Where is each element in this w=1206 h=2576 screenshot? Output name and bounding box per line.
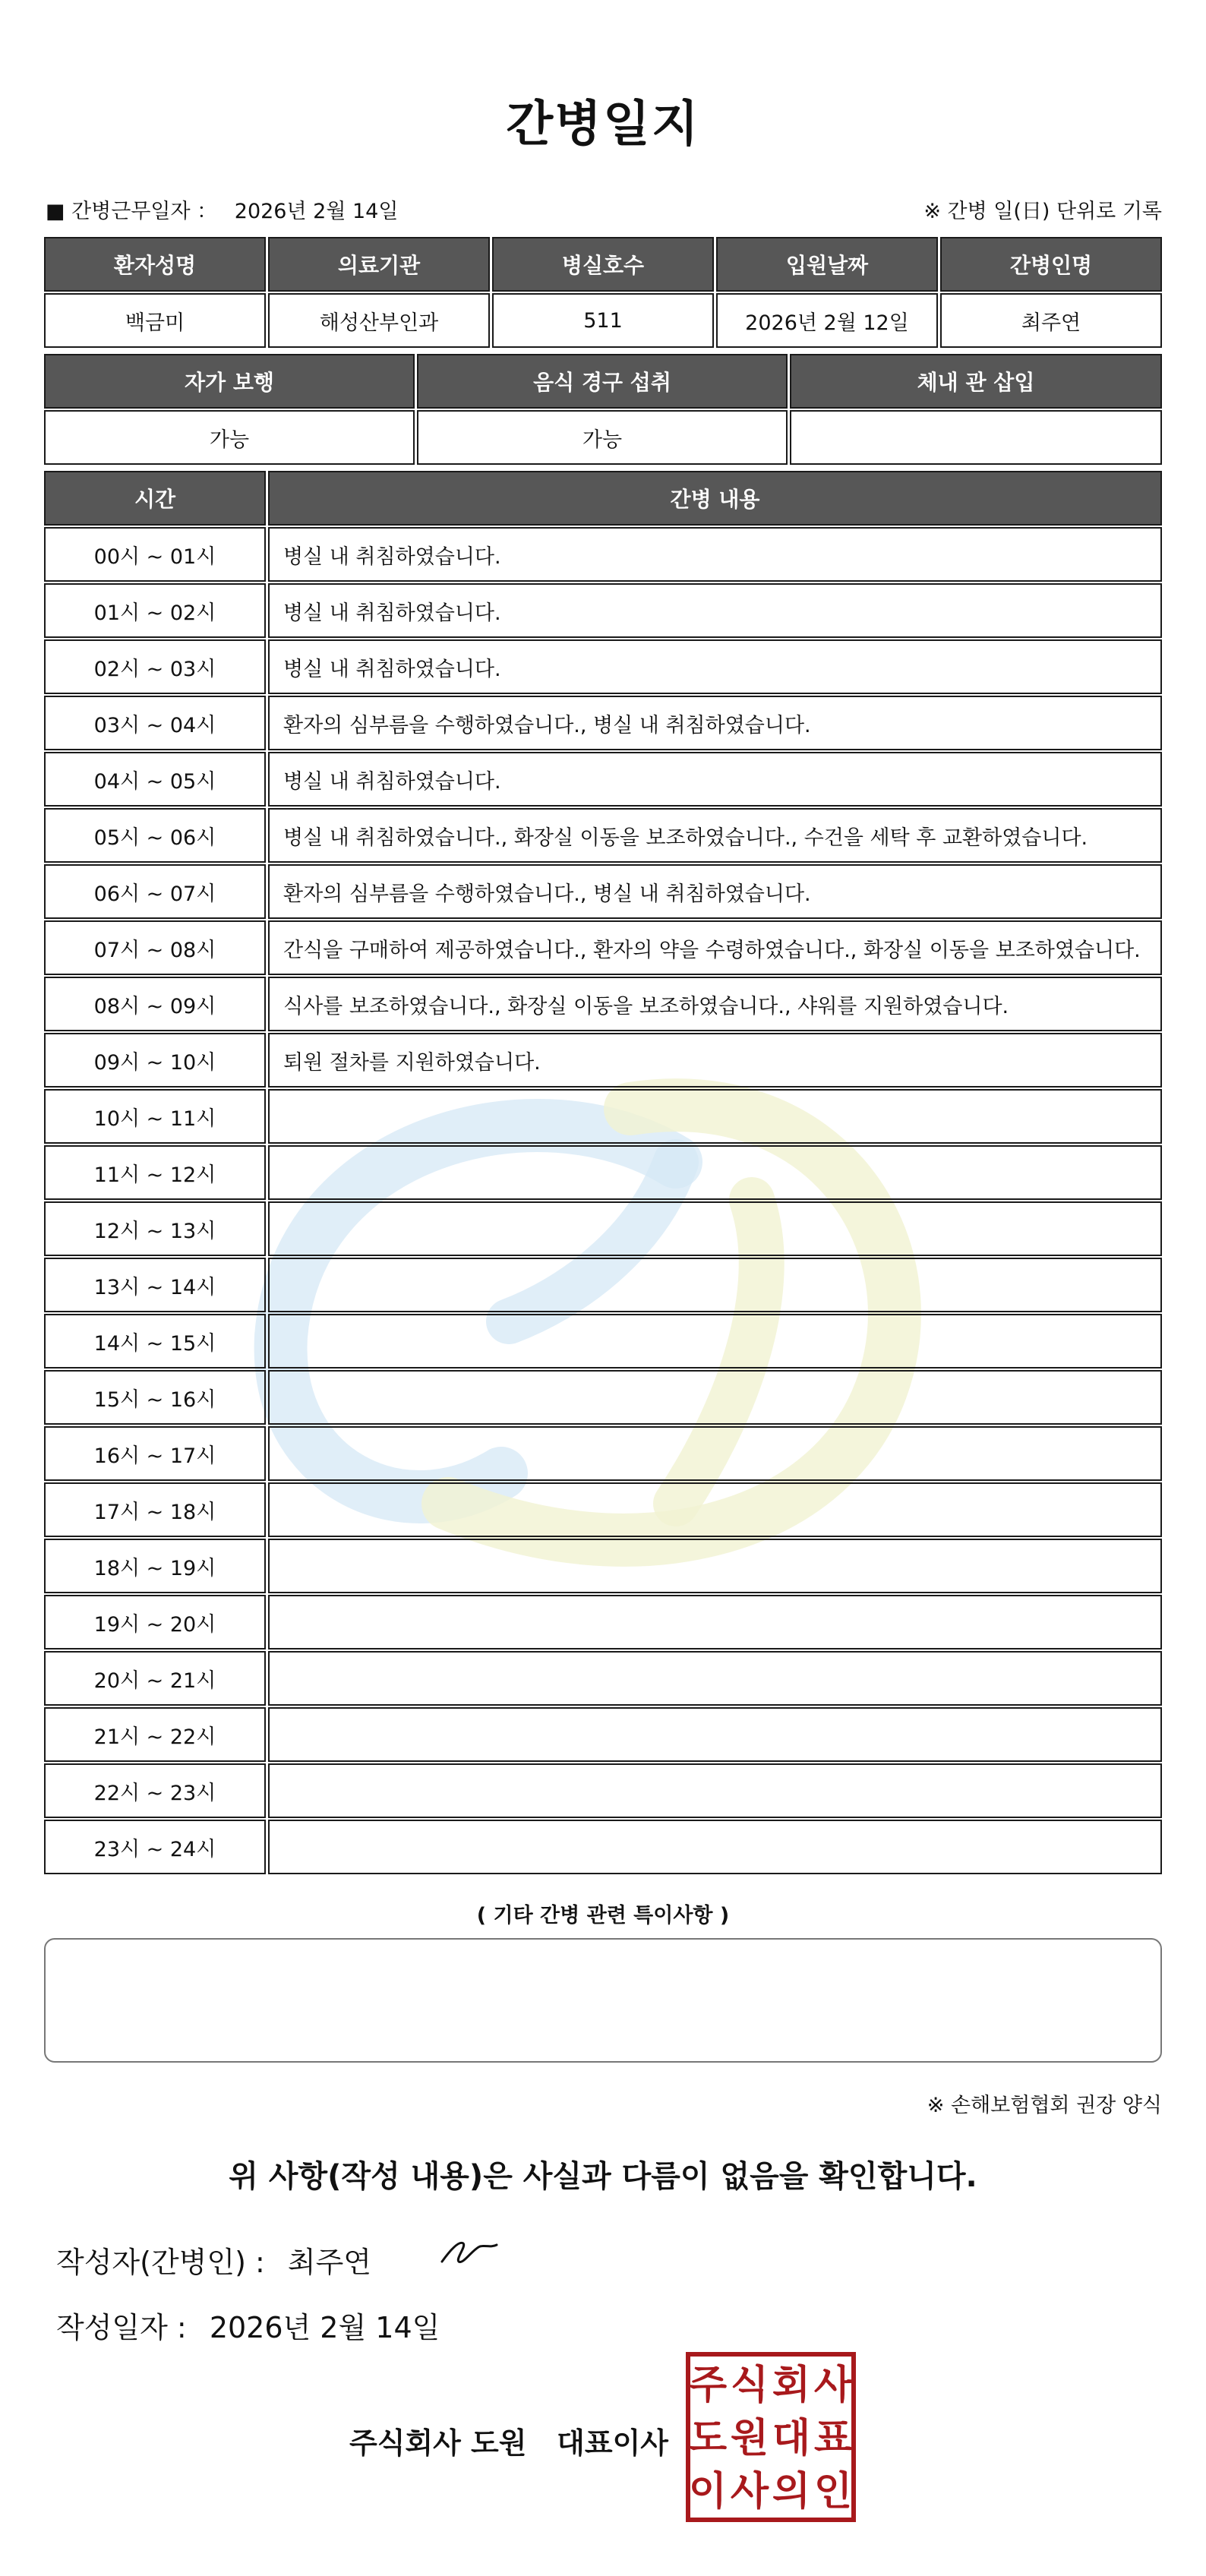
time-slot: 21시 ~ 22시 xyxy=(44,1707,266,1762)
seal-glyph: 인 xyxy=(813,2469,853,2514)
table-row xyxy=(44,920,1162,975)
patient-table-header xyxy=(44,237,1162,292)
care-content: 식사를 보조하였습니다., 화장실 이동을 보조하였습니다., 샤워를 지원하였습니다. xyxy=(268,977,1162,1031)
record-unit-note: ※ 간병 일(日) 단위로 기록 xyxy=(923,200,1162,223)
page-title: 간병일지 xyxy=(506,96,700,153)
table-row xyxy=(44,752,1162,807)
signature-mark xyxy=(439,2236,500,2269)
header-time: 시간 xyxy=(44,471,266,526)
time-slot: 23시 ~ 24시 xyxy=(44,1820,266,1874)
seal-glyph: 표 xyxy=(813,2416,853,2461)
write-date-label: 작성일자 : xyxy=(56,2311,187,2344)
table-row xyxy=(44,1258,1162,1312)
table-row xyxy=(44,1482,1162,1537)
care-content: 퇴원 절차를 지원하였습니다. xyxy=(268,1033,1162,1088)
care-content: 병실 내 취침하였습니다., 화장실 이동을 보조하였습니다., 수건을 세탁 후 교환하였습니다. xyxy=(268,808,1162,863)
time-slot: 14시 ~ 15시 xyxy=(44,1314,266,1368)
header-tube-insertion: 체내 관 삽입 xyxy=(790,354,1162,409)
table-row xyxy=(44,1370,1162,1425)
write-date-line xyxy=(56,2304,440,2346)
remarks-content xyxy=(46,1940,1160,1964)
table-row xyxy=(44,1033,1162,1088)
header-hospital: 의료기관 xyxy=(268,237,490,292)
seal-glyph: 대 xyxy=(772,2416,811,2461)
writer-line xyxy=(56,2239,371,2281)
care-content xyxy=(268,1145,1162,1200)
patient-name: 백금미 xyxy=(44,293,266,348)
time-slot: 20시 ~ 21시 xyxy=(44,1651,266,1706)
time-slot: 11시 ~ 12시 xyxy=(44,1145,266,1200)
time-slot: 12시 ~ 13시 xyxy=(44,1201,266,1256)
table-row xyxy=(44,1201,1162,1256)
table-row xyxy=(44,527,1162,582)
writer-label: 작성자(간병인) : xyxy=(56,2246,265,2279)
care-content: 환자의 심부름을 수행하였습니다., 병실 내 취침하였습니다. xyxy=(268,864,1162,919)
time-slot: 19시 ~ 20시 xyxy=(44,1595,266,1649)
work-date xyxy=(46,194,398,224)
care-content xyxy=(268,1539,1162,1593)
remarks-title: ( 기타 간병 관련 특이사항 ) xyxy=(476,1904,730,1927)
table-row xyxy=(44,639,1162,694)
time-slot: 17시 ~ 18시 xyxy=(44,1482,266,1537)
care-content xyxy=(268,1314,1162,1368)
time-slot: 00시 ~ 01시 xyxy=(44,527,266,582)
room-number: 511 xyxy=(492,293,714,348)
table-row xyxy=(44,1145,1162,1200)
table-row xyxy=(44,1595,1162,1649)
caregiver-name: 최주연 xyxy=(940,293,1162,348)
header-caregiver-name: 간병인명 xyxy=(940,237,1162,292)
header-admission-date: 입원날짜 xyxy=(716,237,938,292)
recommend-note: ※ 손해보험협회 권장 양식 xyxy=(927,2094,1162,2117)
seal-glyph: 의 xyxy=(772,2469,811,2514)
hospital-name: 해성산부인과 xyxy=(268,293,490,348)
care-log-header xyxy=(44,471,1162,526)
care-content xyxy=(268,1763,1162,1818)
care-content xyxy=(268,1370,1162,1425)
remarks-box xyxy=(44,1938,1162,2063)
table-row xyxy=(44,1820,1162,1874)
care-content xyxy=(268,1201,1162,1256)
time-slot: 06시 ~ 07시 xyxy=(44,864,266,919)
write-date-value: 2026년 2월 14일 xyxy=(209,2311,440,2344)
care-content: 병실 내 취침하였습니다. xyxy=(268,527,1162,582)
care-content: 병실 내 취침하였습니다. xyxy=(268,639,1162,694)
seal-glyph: 이 xyxy=(688,2469,728,2514)
time-slot: 18시 ~ 19시 xyxy=(44,1539,266,1593)
care-content xyxy=(268,1482,1162,1537)
seal-glyph: 식 xyxy=(730,2363,769,2408)
seal-glyph: 회 xyxy=(772,2363,811,2408)
time-slot: 09시 ~ 10시 xyxy=(44,1033,266,1088)
table-row xyxy=(44,1707,1162,1762)
status-table-values xyxy=(44,410,1162,465)
header-self-walking: 자가 보행 xyxy=(44,354,415,409)
table-row xyxy=(44,1539,1162,1593)
seal-glyph: 원 xyxy=(730,2416,769,2461)
work-date-value: 2026년 2월 14일 xyxy=(234,200,399,223)
care-content xyxy=(268,1707,1162,1762)
care-content xyxy=(268,1651,1162,1706)
seal-glyph: 사 xyxy=(730,2469,769,2514)
time-slot: 08시 ~ 09시 xyxy=(44,977,266,1031)
table-row xyxy=(44,1089,1162,1144)
table-row xyxy=(44,696,1162,750)
care-content xyxy=(268,1595,1162,1649)
time-slot: 13시 ~ 14시 xyxy=(44,1258,266,1312)
care-content: 병실 내 취침하였습니다. xyxy=(268,752,1162,807)
time-slot: 07시 ~ 08시 xyxy=(44,920,266,975)
table-row xyxy=(44,1314,1162,1368)
time-slot: 02시 ~ 03시 xyxy=(44,639,266,694)
seal-glyph: 도 xyxy=(688,2416,728,2461)
time-slot: 01시 ~ 02시 xyxy=(44,583,266,638)
admission-date: 2026년 2월 12일 xyxy=(716,293,938,348)
header-oral-intake: 음식 경구 섭취 xyxy=(417,354,788,409)
table-row xyxy=(44,977,1162,1031)
seal-glyph: 주 xyxy=(688,2363,728,2408)
care-content: 병실 내 취침하였습니다. xyxy=(268,583,1162,638)
patient-table-values xyxy=(44,293,1162,348)
care-content xyxy=(268,1089,1162,1144)
status-table-header xyxy=(44,354,1162,409)
time-slot: 16시 ~ 17시 xyxy=(44,1426,266,1481)
table-row xyxy=(44,583,1162,638)
care-content xyxy=(268,1820,1162,1874)
table-row xyxy=(44,1426,1162,1481)
care-content: 간식을 구매하여 제공하였습니다., 환자의 약을 수령하였습니다., 화장실 이동을 보조하였습니다. xyxy=(268,920,1162,975)
company-representative: 주식회사 도원 대표이사 xyxy=(349,2426,668,2460)
time-slot: 22시 ~ 23시 xyxy=(44,1763,266,1818)
work-date-label: ■ 간병근무일자 ： xyxy=(46,200,218,223)
table-row xyxy=(44,1651,1162,1706)
company-seal xyxy=(685,2351,857,2523)
confirm-statement: 위 사항(작성 내용)은 사실과 다름이 없음을 확인합니다. xyxy=(229,2159,977,2194)
care-content xyxy=(268,1258,1162,1312)
care-content: 환자의 심부름을 수행하였습니다., 병실 내 취침하였습니다. xyxy=(268,696,1162,750)
time-slot: 15시 ~ 16시 xyxy=(44,1370,266,1425)
header-room: 병실호수 xyxy=(492,237,714,292)
table-row xyxy=(44,1763,1162,1818)
header-care-content: 간병 내용 xyxy=(268,471,1162,526)
time-slot: 03시 ~ 04시 xyxy=(44,696,266,750)
table-row xyxy=(44,808,1162,863)
self-walking-value: 가능 xyxy=(44,410,415,465)
time-slot: 04시 ~ 05시 xyxy=(44,752,266,807)
header-patient-name: 환자성명 xyxy=(44,237,266,292)
time-slot: 10시 ~ 11시 xyxy=(44,1089,266,1144)
oral-intake-value: 가능 xyxy=(417,410,788,465)
seal-glyph: 사 xyxy=(813,2363,853,2408)
table-row xyxy=(44,864,1162,919)
care-content xyxy=(268,1426,1162,1481)
tube-insertion-value xyxy=(790,410,1162,465)
time-slot: 05시 ~ 06시 xyxy=(44,808,266,863)
writer-name: 최주연 xyxy=(287,2246,371,2279)
